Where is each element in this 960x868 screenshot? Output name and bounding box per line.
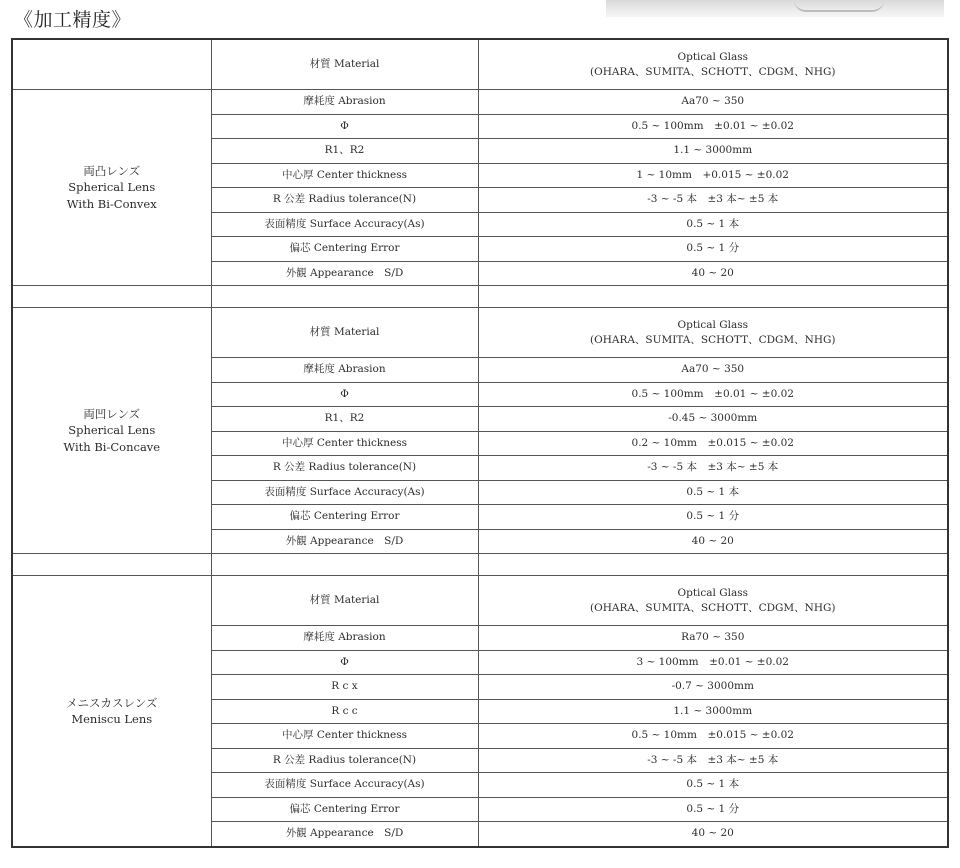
- spec-value: 40 ~ 20: [478, 529, 948, 554]
- spacer-row: [12, 554, 948, 576]
- spec-value: -3 ~ -5 本 ±3 本~ ±5 本: [478, 748, 948, 773]
- spec-value: 0.5 ~ 1 本: [478, 480, 948, 505]
- lens-type-meniscus: メニスカスレンズ Meniscu Lens: [12, 576, 211, 847]
- spec-label: R1、R2: [211, 139, 478, 164]
- spec-value: 3 ~ 100mm ±0.01 ~ ±0.02: [478, 650, 948, 675]
- spec-value: 0.5 ~ 10mm ±0.015 ~ ±0.02: [478, 724, 948, 749]
- spec-label: 表面精度 Surface Accuracy(As): [211, 773, 478, 798]
- spec-label: 偏芯 Centering Error: [211, 237, 478, 262]
- material-label: 材質 Material: [211, 308, 478, 358]
- lens-type-biconcave: 両凹レンズ Spherical Lens With Bi-Concave: [12, 308, 211, 554]
- spec-label: Φ: [211, 382, 478, 407]
- spec-label: 中心厚 Center thickness: [211, 431, 478, 456]
- material-label: 材質 Material: [211, 576, 478, 626]
- spec-value: Ra70 ~ 350: [478, 626, 948, 651]
- lens-photo-fragment: [606, 0, 944, 17]
- spacer-row: [12, 286, 948, 308]
- spec-label: 摩耗度 Abrasion: [211, 358, 478, 383]
- spec-label: Φ: [211, 650, 478, 675]
- lens-type-biconvex: 両凸レンズ Spherical Lens With Bi-Convex: [12, 90, 211, 286]
- spec-label: 偏芯 Centering Error: [211, 505, 478, 530]
- spec-label: 外観 Appearance S/D: [211, 529, 478, 554]
- spec-label: Φ: [211, 114, 478, 139]
- spec-value: 0.5 ~ 1 本: [478, 212, 948, 237]
- spec-value: 1.1 ~ 3000mm: [478, 699, 948, 724]
- spec-label: R 公差 Radius tolerance(N): [211, 456, 478, 481]
- spec-value: 0.2 ~ 10mm ±0.015 ~ ±0.02: [478, 431, 948, 456]
- page-title: 《加工精度》: [14, 9, 132, 31]
- spec-label: R c c: [211, 699, 478, 724]
- table-row: [12, 308, 948, 358]
- spec-value: 1.1 ~ 3000mm: [478, 139, 948, 164]
- spec-label: R 公差 Radius tolerance(N): [211, 188, 478, 213]
- processing-accuracy-table: [11, 38, 949, 848]
- material-value: Optical Glass (OHARA、SUMITA、SCHOTT、CDGM、NHG): [478, 576, 948, 626]
- spec-label: 表面精度 Surface Accuracy(As): [211, 212, 478, 237]
- spec-value: 0.5 ~ 100mm ±0.01 ~ ±0.02: [478, 114, 948, 139]
- spec-value: 0.5 ~ 1 分: [478, 797, 948, 822]
- table-row: [12, 90, 948, 115]
- spec-label: 摩耗度 Abrasion: [211, 626, 478, 651]
- spec-value: 0.5 ~ 100mm ±0.01 ~ ±0.02: [478, 382, 948, 407]
- spec-value: 0.5 ~ 1 分: [478, 237, 948, 262]
- material-value: Optical Glass (OHARA、SUMITA、SCHOTT、CDGM、NHG): [478, 39, 948, 90]
- spec-value: Aa70 ~ 350: [478, 90, 948, 115]
- spec-value: 0.5 ~ 1 本: [478, 773, 948, 798]
- spec-label: 中心厚 Center thickness: [211, 163, 478, 188]
- table-header-row: [12, 39, 948, 90]
- spec-label: 摩耗度 Abrasion: [211, 90, 478, 115]
- spec-value: -3 ~ -5 本 ±3 本~ ±5 本: [478, 188, 948, 213]
- table-row: [12, 576, 948, 626]
- spec-label: R c x: [211, 675, 478, 700]
- spec-label: 外観 Appearance S/D: [211, 822, 478, 847]
- spec-value: 40 ~ 20: [478, 822, 948, 847]
- spec-label: R1、R2: [211, 407, 478, 432]
- spec-label: 外観 Appearance S/D: [211, 261, 478, 286]
- spec-label: 中心厚 Center thickness: [211, 724, 478, 749]
- spec-label: R 公差 Radius tolerance(N): [211, 748, 478, 773]
- empty-header-cell: [12, 39, 211, 90]
- spec-value: 1 ~ 10mm +0.015 ~ ±0.02: [478, 163, 948, 188]
- material-label: 材質 Material: [211, 39, 478, 90]
- spec-value: -0.45 ~ 3000mm: [478, 407, 948, 432]
- spec-label: 偏芯 Centering Error: [211, 797, 478, 822]
- spec-value: 40 ~ 20: [478, 261, 948, 286]
- spec-label: 表面精度 Surface Accuracy(As): [211, 480, 478, 505]
- spec-value: Aa70 ~ 350: [478, 358, 948, 383]
- material-value: Optical Glass (OHARA、SUMITA、SCHOTT、CDGM、NHG): [478, 308, 948, 358]
- spec-value: 0.5 ~ 1 分: [478, 505, 948, 530]
- spec-value: -0.7 ~ 3000mm: [478, 675, 948, 700]
- spec-value: -3 ~ -5 本 ±3 本~ ±5 本: [478, 456, 948, 481]
